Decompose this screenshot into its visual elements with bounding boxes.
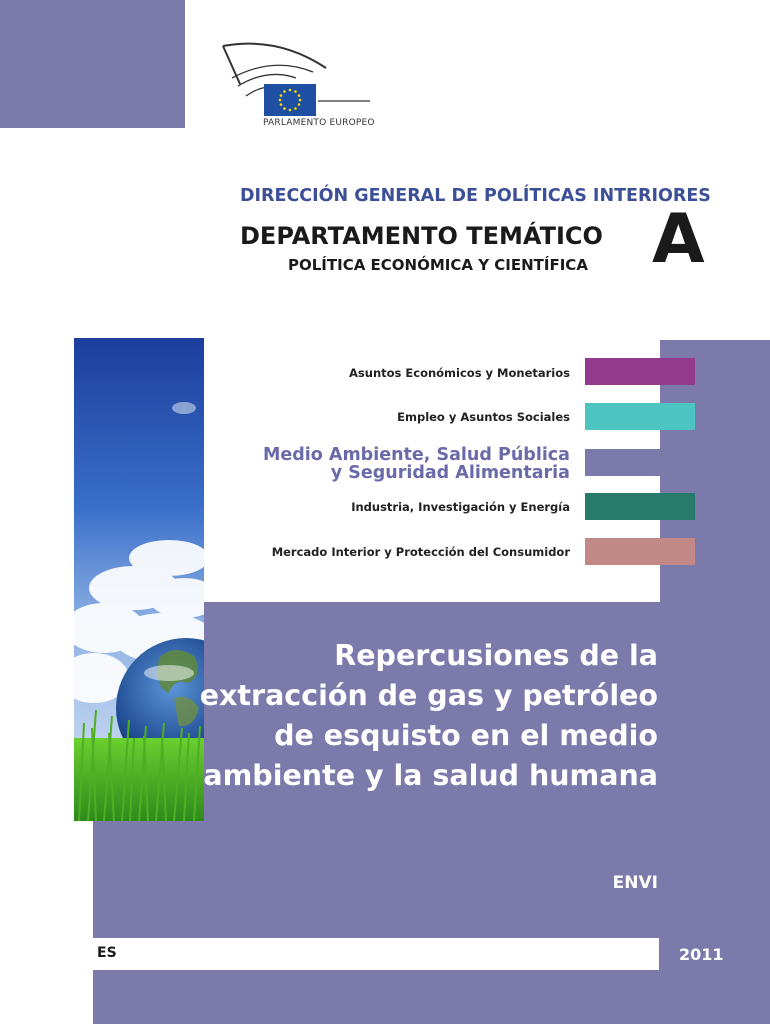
- topic-swatch-environment: [585, 449, 695, 476]
- topic-swatch-economic: [585, 358, 695, 385]
- directorate-heading: DIRECCIÓN GENERAL DE POLÍTICAS INTERIORES: [240, 186, 711, 206]
- topic-environment-health-food: [263, 446, 570, 482]
- department-letter: A: [652, 200, 705, 279]
- publication-year: 2011: [679, 945, 724, 964]
- parliament-logo-text: PARLAMENTO EUROPEO: [263, 118, 375, 128]
- topic-swatch-industry: [585, 493, 695, 520]
- topic-employment-social: Empleo y Asuntos Sociales: [397, 410, 570, 424]
- report-title-line: Repercusiones de la: [334, 639, 658, 672]
- topic-environment-line2: y Seguridad Alimentaria: [330, 463, 570, 483]
- topic-swatch-market: [585, 538, 695, 565]
- report-title: [178, 636, 658, 796]
- topic-swatch-employment: [585, 403, 695, 430]
- policy-heading: POLÍTICA ECONÓMICA Y CIENTÍFICA: [288, 256, 588, 274]
- report-title-line: de esquisto en el medio: [274, 719, 658, 752]
- topic-environment-line1: Medio Ambiente, Salud Pública: [262, 445, 570, 465]
- department-heading: DEPARTAMENTO TEMÁTICO: [240, 222, 603, 250]
- report-title-line: ambiente y la salud humana: [203, 759, 658, 792]
- topic-industry-research-energy: Industria, Investigación y Energía: [351, 500, 570, 514]
- report-title-line: extracción de gas y petróleo: [199, 679, 658, 712]
- topic-economic-monetary: Asuntos Económicos y Monetarios: [349, 366, 570, 380]
- corner-block: [0, 0, 185, 128]
- language-strip: [93, 938, 659, 970]
- language-code: ES: [97, 945, 117, 961]
- topic-internal-market-consumer: Mercado Interior y Protección del Consumidor: [271, 545, 570, 559]
- committee-label: ENVI: [612, 873, 658, 893]
